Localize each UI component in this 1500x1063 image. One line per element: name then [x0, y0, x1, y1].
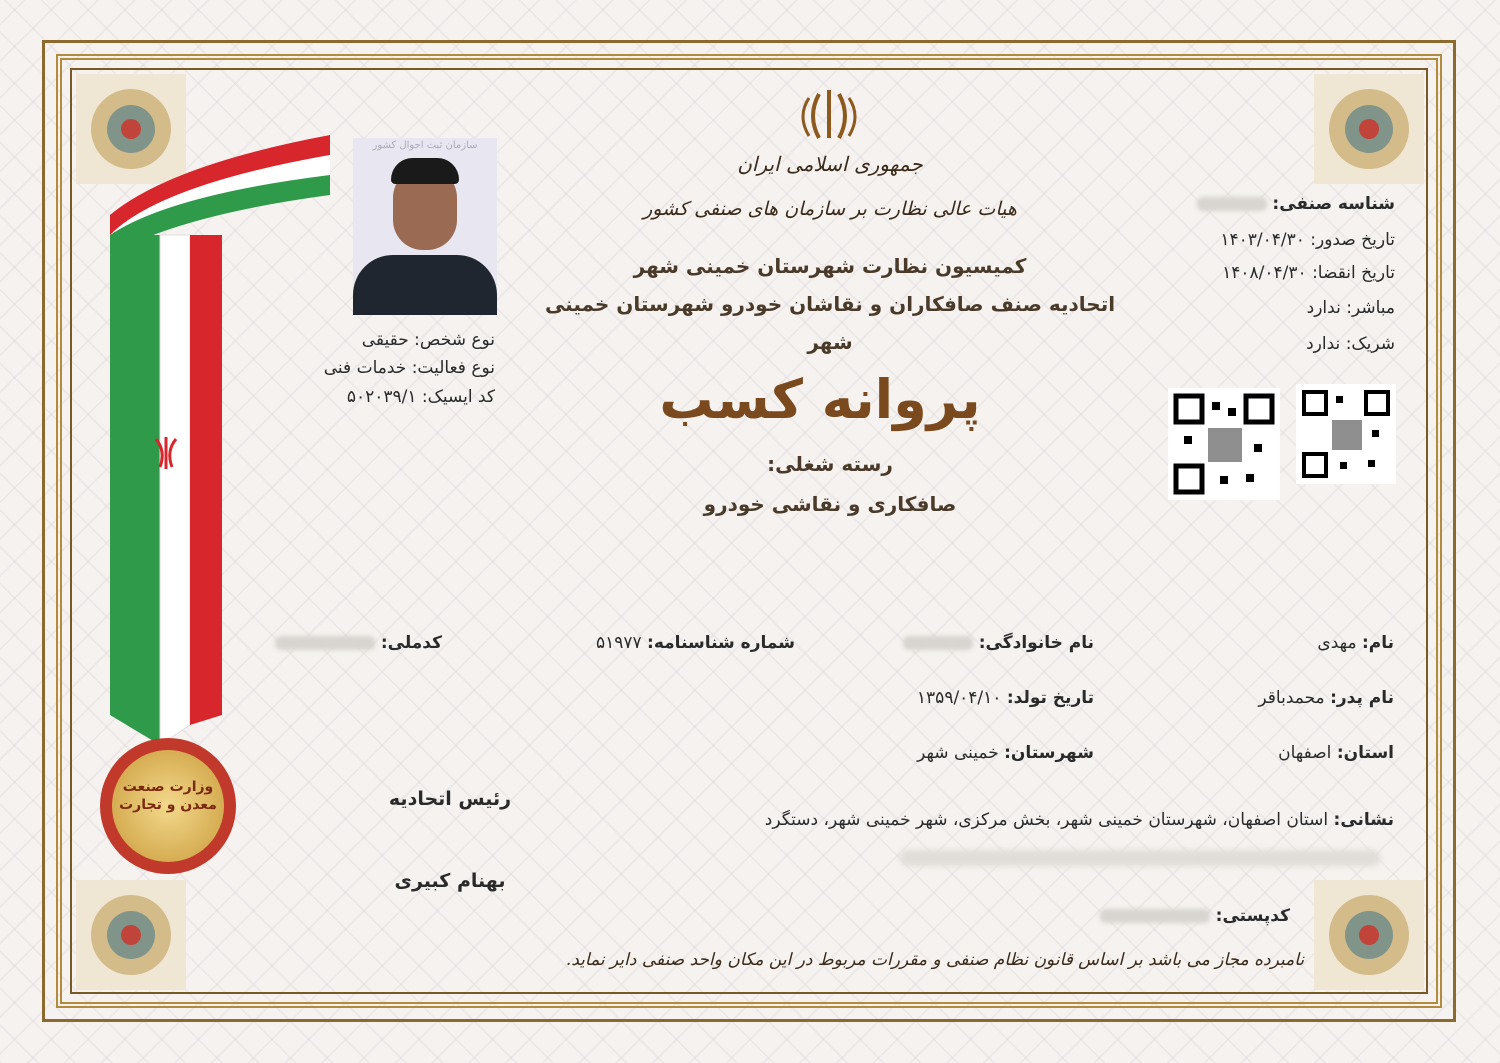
ministry-seal — [100, 738, 236, 874]
page-title: پروانه کسب — [659, 368, 981, 431]
category-label: رسته شغلی: — [767, 452, 893, 476]
union-title-line1: اتحادیه صنف صافکاران و نقاشان خودرو شهرستان خمینی — [544, 292, 1116, 316]
id-number-field: شماره شناسنامه: ۵۱۹۷۷ — [595, 633, 795, 653]
guild-id-field: شناسه صنفی: — [1197, 194, 1395, 214]
qr-code-right[interactable] — [1296, 384, 1396, 484]
signature-role: رئیس اتحادیه — [388, 788, 512, 810]
manager-field: مباشر: ندارد — [1306, 298, 1395, 318]
iran-flag-ribbon — [100, 125, 340, 765]
corner-ornament-bottom-right — [1314, 880, 1424, 990]
postal-code-field: کدپستی: — [1100, 906, 1290, 926]
board-title: هیات عالی نظارت بر سازمان های صنفی کشور — [643, 198, 1017, 220]
union-title-line2: شهر — [807, 330, 853, 354]
father-name-field: نام پدر: محمدباقر — [1258, 688, 1394, 708]
commission-title: کمیسیون نظارت شهرستان خمینی شهر — [633, 254, 1027, 278]
photo-watermark: سازمان ثبت احوال کشور — [372, 140, 478, 151]
national-code-field: کدملی: — [275, 633, 442, 653]
province-field: استان: اصفهان — [1278, 743, 1394, 763]
address-redacted-line — [900, 850, 1380, 866]
name-field: نام: مهدی — [1317, 633, 1394, 653]
isic-code-text: کد ایسیک: ۵۰۲۰۳۹/۱ — [346, 387, 495, 407]
activity-type-text: نوع فعالیت: خدمات فنی — [323, 358, 495, 378]
corner-ornament-bottom-left — [76, 880, 186, 990]
seal-text: وزارت صنعت معدن و تجارت — [119, 779, 217, 813]
category-value: صافکاری و نقاشی خودرو — [703, 492, 957, 516]
expire-date-field: تاریخ انقضا: ۱۴۰۸/۰۴/۳۰ — [1222, 263, 1395, 283]
holder-photo — [353, 138, 497, 315]
person-type-text: نوع شخص: حقیقی — [361, 330, 495, 350]
issue-date-field: تاریخ صدور: ۱۴۰۳/۰۴/۳۰ — [1220, 230, 1395, 250]
family-name-field: نام خانوادگی: — [903, 633, 1094, 653]
iran-emblem-icon — [797, 86, 861, 146]
country-title: جمهوری اسلامی ایران — [737, 152, 923, 176]
partner-field: شریک: ندارد — [1306, 334, 1395, 354]
qr-code-left[interactable] — [1168, 388, 1280, 500]
footer-note: نامبرده مجاز می باشد بر اساس قانون نظام صنفی و مقررات مربوط در این مکان واحد صنفی دایر نماید. — [565, 950, 1305, 970]
city-field: شهرستان: خمینی شهر — [917, 743, 1094, 763]
corner-ornament-top-right — [1314, 74, 1424, 184]
signature-name: بهنام کبیری — [394, 870, 506, 892]
address-field: نشانی: استان اصفهان، شهرستان خمینی شهر، بخش مرکزی، شهر خمینی شهر، دستگرد — [764, 810, 1394, 830]
birth-date-field: تاریخ تولد: ۱۳۵۹/۰۴/۱۰ — [916, 688, 1094, 708]
